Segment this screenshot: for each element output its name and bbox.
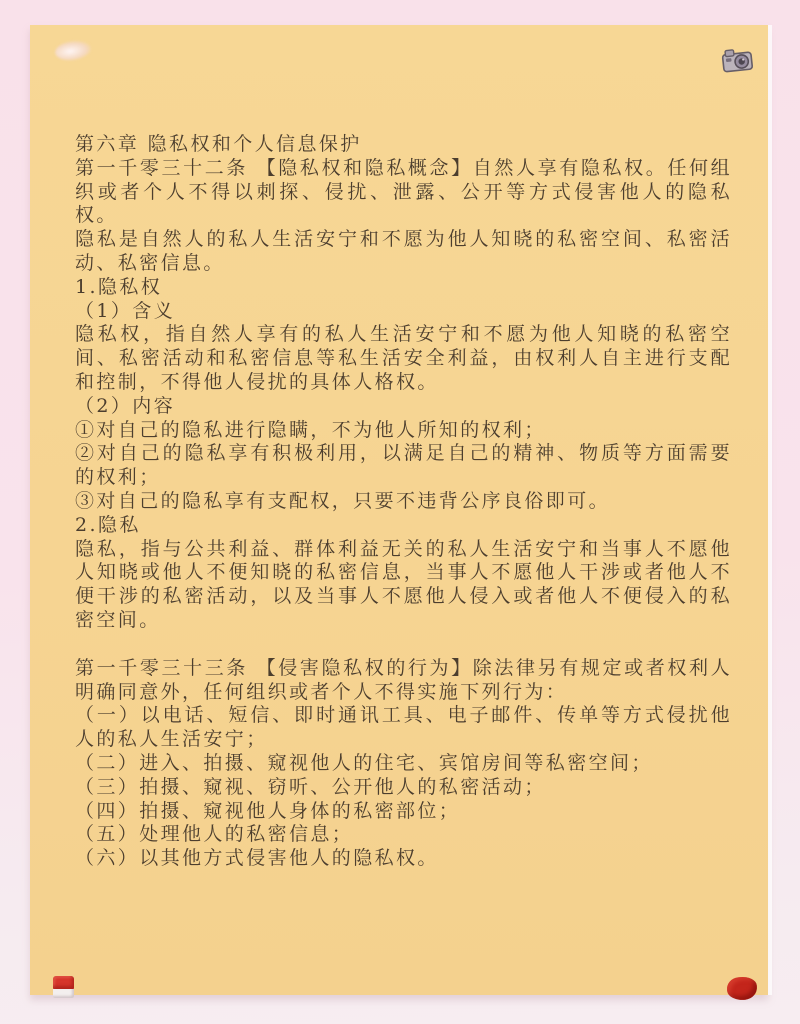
article-1032-text: 第一千零三十二条 【隐私权和隐私概念】自然人享有隐私权。任何组织或者个人不得以刺探、侵扰、泄露、公开等方式侵害他人的隐私权。 (75, 156, 732, 227)
article-1033-text: 第一千零三十三条 【侵害隐私权的行为】除法律另有规定或者权利人明确同意外，任何组织或者个人不得实施下列行为： (75, 656, 732, 703)
section-2-heading: 2.隐私 (75, 513, 141, 536)
prohibited-act-6: （六）以其他方式侵害他人的隐私权。 (75, 847, 439, 870)
camera-icon (721, 46, 754, 74)
content-item-3: ③对自己的隐私享有支配权，只要不违背公序良俗即可。 (75, 489, 611, 512)
document-card (30, 25, 768, 995)
red-stamp-left-base (53, 989, 74, 998)
document-text (75, 133, 732, 871)
prohibited-act-4: （四）拍摄、窥视他人身体的私密部位； (75, 799, 461, 822)
doodle-sticker-icon (54, 39, 92, 63)
privacy-right-meaning: 隐私权，指自然人享有的私人生活安宁和不愿为他人知晓的私密空间、私密活动和私密信息等私生活安全利益，由权利人自主进行支配和控制，不得他人侵扰的具体人格权。 (75, 323, 732, 393)
red-stamp-left-cap (53, 976, 74, 989)
privacy-meaning-text: 隐私，指与公共利益、群体利益无关的私人生活安宁和当事人不愿他人知晓或他人不便知晓的私密信息，当事人不愿他人干涉或者他人不便干涉的私密活动，以及当事人不愿他人侵入或者他人不便侵入的私密空间。 (75, 537, 732, 631)
privacy-definition-text: 隐私是自然人的私人生活安宁和不愿为他人知晓的私密空间、私密活动、私密信息。 (75, 228, 732, 274)
prohibited-act-1: （一）以电话、短信、即时通讯工具、电子邮件、传单等方式侵扰他人的私人生活安宁； (75, 704, 732, 751)
subsection-2-heading: （2）内容 (75, 394, 176, 417)
prohibited-act-2: （二）进入、拍摄、窥视他人的住宅、宾馆房间等私密空间； (75, 751, 653, 774)
prohibited-act-5: （五）处理他人的私密信息； (75, 823, 354, 846)
red-stamp-right (726, 975, 758, 1001)
prohibited-act-3: （三）拍摄、窥视、窃听、公开他人的私密活动； (75, 775, 546, 798)
subsection-1-heading: （1）含义 (75, 299, 176, 322)
chapter-title: 第六章 隐私权和个人信息保护 (75, 133, 362, 155)
content-item-2: ②对自己的隐私享有积极利用，以满足自己的精神、物质等方面需要的权利； (75, 442, 732, 489)
content-item-1: ①对自己的隐私进行隐瞒，不为他人所知的权利； (75, 418, 546, 441)
section-1-heading: 1.隐私权 (75, 275, 163, 298)
red-stamp-left (53, 976, 74, 999)
